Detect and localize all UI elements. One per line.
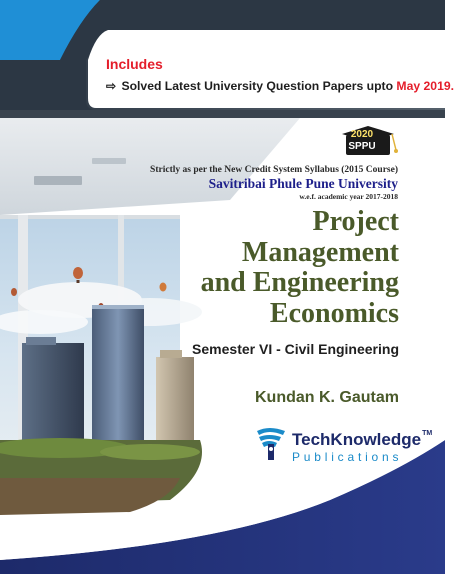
title-line: Economics: [269, 297, 399, 329]
ceiling-vent: [92, 158, 126, 164]
semester-label: Semester VI - Civil Engineering: [192, 341, 399, 357]
badge-year: 2020: [350, 129, 374, 140]
includes-text: Solved Latest University Question Papers upto: [121, 79, 394, 93]
badge-code: SPPU: [348, 141, 376, 152]
ceiling-vent: [34, 176, 82, 185]
trademark: TM: [422, 430, 433, 437]
academic-year: w.e.f. academic year 2017-2018: [299, 192, 398, 201]
includes-title: Includes: [106, 56, 163, 72]
balloon-icon: [160, 283, 167, 292]
balloon-icon: [11, 288, 17, 296]
brand-name: TechKnowledge: [292, 430, 422, 449]
title-line: Project: [312, 206, 399, 237]
title-line: Management: [241, 236, 399, 268]
arrow-right-icon: ⇨: [106, 79, 117, 93]
book-title: [201, 207, 399, 329]
publisher-subtitle: Publications: [292, 450, 403, 464]
sppu-badge: [342, 128, 398, 158]
syllabus-note: Strictly as per the New Credit System Syllabus (2015 Course): [150, 165, 398, 175]
university-name: Savitribai Phule Pune University: [208, 176, 398, 191]
includes-line: [106, 79, 454, 93]
includes-highlight: May 2019.: [396, 79, 454, 93]
publisher-brand: [292, 430, 432, 450]
author-name: Kundan K. Gautam: [254, 389, 399, 406]
title-line: and Engineering: [200, 267, 399, 298]
